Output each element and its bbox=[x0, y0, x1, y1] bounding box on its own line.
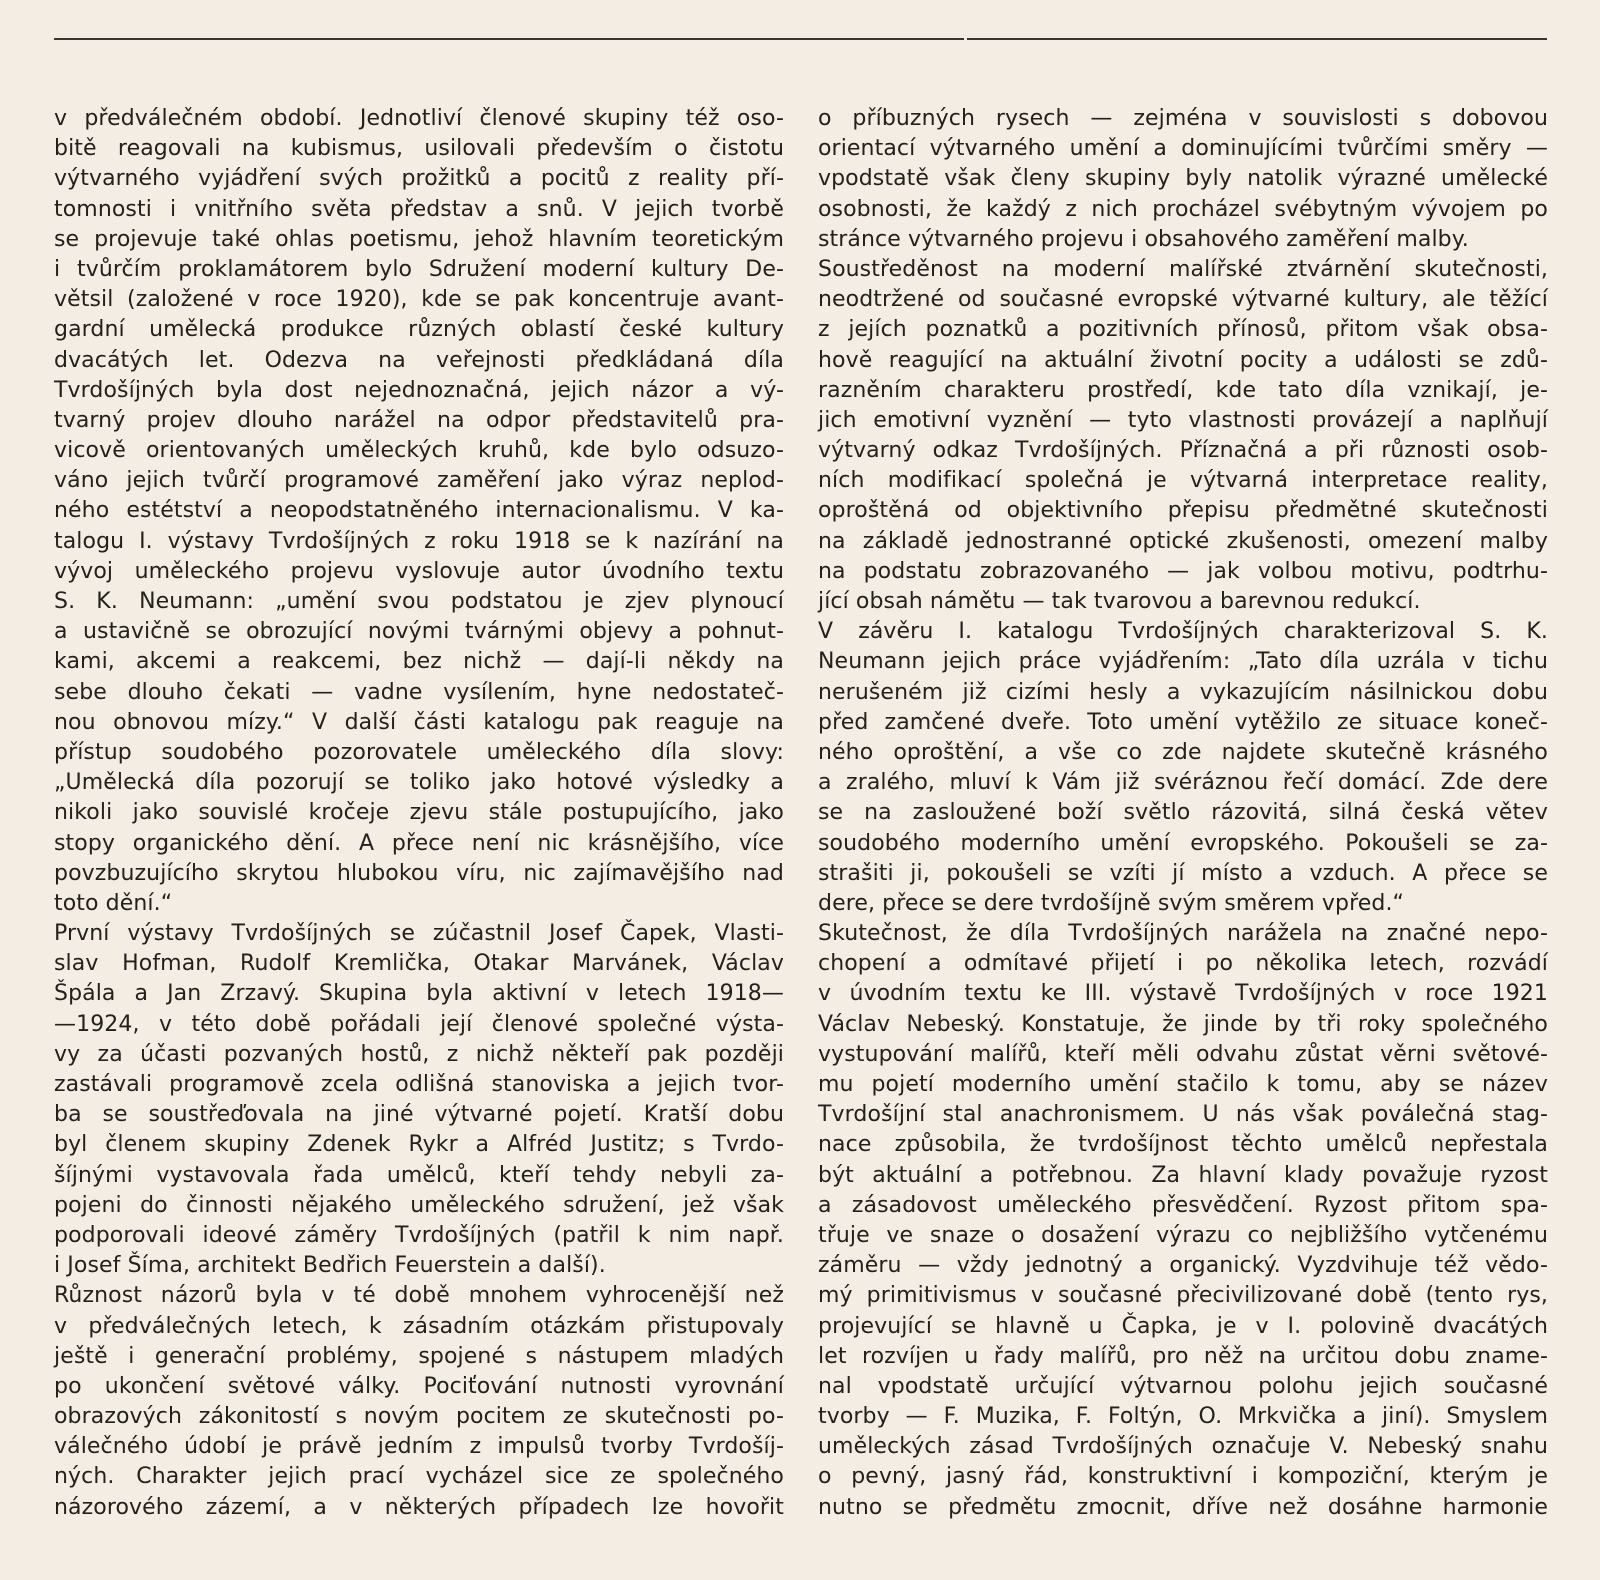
text-line: se na zasloužené boží světlo rázovitá, silná česká větev bbox=[818, 800, 1548, 826]
text-line: Václav Nebeský. Konstatuje, že jinde by tři roky společného bbox=[818, 1011, 1548, 1037]
text-line: v předválečném období. Jednotliví členové skupiny též oso- bbox=[54, 106, 784, 131]
text-line: dere, přece se dere tvrdošíjně svým směrem vpřed.“ bbox=[818, 890, 1405, 916]
text-line: podporovali ideové záměry Tvrdošíjných (patřil k nim např. bbox=[54, 1222, 784, 1248]
text-line: neodtržené od současné evropské výtvarné kultury, ale těžící bbox=[818, 287, 1548, 313]
text-line: výtvarný odkaz Tvrdošíjných. Příznačná a při různosti osob- bbox=[818, 438, 1548, 464]
text-line: osobnosti, že každý z nich procházel svébytným vývojem po bbox=[818, 196, 1548, 222]
text-line: gardní umělecká produkce různých oblastí české kultury bbox=[54, 317, 784, 343]
text-line: třuje ve snaze o dosažení výrazu co nejbližšího vytčenému bbox=[818, 1222, 1548, 1248]
text-line: soudobého moderního umění evropského. Pokoušeli se za- bbox=[818, 830, 1548, 856]
text-line: ného estétství a neopodstatněného internacionalismu. V ka- bbox=[54, 498, 784, 524]
text-line: Různost názorů byla v té době mnohem vyhrocenější než bbox=[54, 1283, 784, 1309]
text-line: mu pojetí moderního umění stačilo k tomu, aby se název bbox=[818, 1072, 1548, 1097]
text-line: o příbuzných rysech — zejména v souvislosti s dobovou bbox=[818, 106, 1548, 131]
text-line: slav Hofman, Rudolf Kremlička, Otakar Marvánek, Václav bbox=[54, 951, 784, 977]
text-line: vpodstatě však členy skupiny byly natolik výrazné umělecké bbox=[818, 166, 1548, 192]
text-line: a zásadovost uměleckého přesvědčení. Ryzost přitom spa- bbox=[818, 1192, 1548, 1218]
text-line: S. K. Neumann: „umění svou podstatou je zjev plynoucí bbox=[54, 589, 784, 614]
text-line: zastávali programově zcela odlišná stanoviska a jejich tvor- bbox=[54, 1072, 784, 1097]
text-line: byl členem skupiny Zdenek Rykr a Alfréd Justitz; s Tvrdo- bbox=[54, 1132, 784, 1158]
text-line: váno jejich tvůrčí programové zaměření jako výraz neplod- bbox=[54, 468, 784, 494]
text-line: —1924, v této době pořádali její členové společné výsta- bbox=[54, 1011, 784, 1037]
text-line: obrazových zákonitostí s novým pocitem ze skutečnosti po- bbox=[54, 1404, 784, 1430]
text-line: tomnosti i vnitřního světa představ a snů. V jejich tvorbě bbox=[54, 196, 784, 222]
text-line: „Umělecká díla pozorují se toliko jako hotové výsledky a bbox=[54, 770, 784, 796]
text-line: názorového zázemí, a v některých případech lze hovořit bbox=[54, 1494, 784, 1520]
text-line: vystupování malířů, kteří měli odvahu zůstat věrni světové- bbox=[818, 1041, 1548, 1067]
text-line: nace způsobila, že tvrdošíjnost těchto umělců nepřestala bbox=[818, 1132, 1548, 1158]
text-line: nikoli jako souvislé kročeje zjevu stále postupujícího, jako bbox=[54, 800, 784, 826]
text-line: vývoj uměleckého projevu vyslovuje autor úvodního textu bbox=[54, 558, 784, 584]
text-line: razněním charakteru prostředí, kde tato díla vznikají, je- bbox=[818, 377, 1548, 403]
text-line: tvorby — F. Muzika, F. Foltýn, O. Mrkvička a jiní). Smyslem bbox=[818, 1404, 1548, 1430]
text-line: na základě jednostranné optické zkušenosti, omezení malby bbox=[818, 528, 1548, 554]
right-text-column bbox=[818, 104, 1548, 1523]
text-line: strašiti ji, pokoušeli se vzíti jí místo a vzduch. A přece se bbox=[818, 860, 1548, 886]
text-line: po ukončení světové války. Pociťování nutnosti vyrovnání bbox=[54, 1373, 784, 1399]
text-line: i Josef Šíma, architekt Bedřich Feuerstein a další). bbox=[54, 1253, 606, 1279]
text-line: toto dění.“ bbox=[54, 890, 173, 916]
text-line: vy za účasti pozvaných hostů, z nichž někteří pak později bbox=[54, 1041, 784, 1067]
text-line: v úvodním textu ke III. výstavě Tvrdošíjných v roce 1921 bbox=[818, 981, 1548, 1007]
text-line: chopení a odmítavé přijetí i po několika letech, rozvádí bbox=[818, 951, 1548, 977]
text-line: i tvůrčím proklamátorem bylo Sdružení moderní kultury De- bbox=[54, 256, 784, 282]
text-line: válečného údobí je právě jedním z impulsů tvorby Tvrdošíj- bbox=[54, 1434, 784, 1460]
text-line: Tvrdošíjní stal anachronismem. U nás však poválečná stag- bbox=[818, 1102, 1548, 1128]
text-line: nal vpodstatě určující výtvarnou polohu jejich současné bbox=[818, 1373, 1548, 1399]
text-line: před zamčené dveře. Toto umění vytěžilo ze situace koneč- bbox=[818, 709, 1548, 735]
text-line: větsil (založené v roce 1920), kde se pak koncentruje avant- bbox=[54, 287, 784, 313]
text-line: ních modifikací společná je výtvarná interpretace reality, bbox=[818, 468, 1548, 494]
text-line: na podstatu zobrazovaného — jak volbou motivu, podtrhu- bbox=[818, 558, 1548, 584]
text-line: záměru — vždy jednotný a organický. Vyzdvihuje též vědo- bbox=[818, 1253, 1548, 1279]
text-line: ného oproštění, a vše co zde najdete skutečně krásného bbox=[818, 739, 1548, 765]
text-line: nerušeném již cizími hesly a vykazujícím násilnickou dobu bbox=[818, 679, 1548, 705]
header-rule-right bbox=[967, 38, 1547, 40]
text-line: hově reagující na aktuální životní pocity a události se zdů- bbox=[818, 347, 1548, 373]
text-line: se projevuje také ohlas poetismu, jehož hlavním teoretickým bbox=[54, 226, 784, 252]
text-line: výtvarného vyjádření svých prožitků a pocitů z reality pří- bbox=[54, 166, 784, 192]
text-line: projevující se hlavně u Čapka, je v I. polovině dvacátých bbox=[818, 1313, 1548, 1339]
text-line: a ustavičně se obrozující novými tvárnými objevy a pohnut- bbox=[54, 619, 784, 645]
text-line: V závěru I. katalogu Tvrdošíjných charakterizoval S. K. bbox=[818, 619, 1548, 645]
text-line: stránce výtvarného projevu i obsahového zaměření malby. bbox=[818, 226, 1469, 252]
text-line: povzbuzujícího skrytou hlubokou víru, nic zajímavějšího nad bbox=[54, 860, 784, 886]
text-line: přístup soudobého pozorovatele uměleckého díla slovy: bbox=[54, 739, 784, 765]
text-line: dvacátých let. Odezva na veřejnosti předkládaná díla bbox=[54, 347, 784, 373]
text-line: let rozvíjen u řady malířů, pro něž na určitou dobu zname- bbox=[818, 1343, 1548, 1369]
text-line: jich emotivní vyznění — tyto vlastnosti provázejí a naplňují bbox=[818, 407, 1548, 433]
text-line: být aktuální a potřebnou. Za hlavní klady považuje ryzost bbox=[818, 1162, 1548, 1188]
header-rule-left bbox=[54, 38, 964, 40]
text-line: uměleckých zásad Tvrdošíjných označuje V. Nebeský snahu bbox=[818, 1434, 1548, 1460]
text-line: nutno se předmětu zmocnit, dříve než dosáhne harmonie bbox=[818, 1494, 1548, 1520]
text-line: Tvrdošíjných byla dost nejednoznačná, jejich názor a vý- bbox=[54, 377, 784, 403]
text-line: talogu I. výstavy Tvrdošíjných z roku 1918 se k nazírání na bbox=[54, 528, 784, 554]
text-line: mý primitivismus v současné přecivilizované době (tento rys, bbox=[818, 1283, 1548, 1309]
left-text-column bbox=[54, 104, 784, 1523]
text-line: orientací výtvarného umění a dominujícími tvůrčími směry — bbox=[818, 136, 1548, 162]
text-line: ných. Charakter jejich prací vycházel sice ze společného bbox=[54, 1464, 784, 1490]
text-line: vicově orientovaných uměleckých kruhů, kde bylo odsuzo- bbox=[54, 438, 784, 464]
text-line: jící obsah námětu — tak tvarovou a barevnou redukcí. bbox=[818, 589, 1421, 614]
text-line: o pevný, jasný řád, konstruktivní i kompoziční, kterým je bbox=[818, 1464, 1548, 1490]
text-line: Soustředěnost na moderní malířské ztvárnění skutečnosti, bbox=[818, 256, 1548, 282]
text-line: a zralého, mluví k Vám již svéráznou řečí domácí. Zde dere bbox=[818, 770, 1548, 796]
text-line: oproštěná od objektivního přepisu předmětné skutečnosti bbox=[818, 498, 1548, 524]
text-line: v předválečných letech, k zásadním otázkám přistupovaly bbox=[54, 1313, 784, 1339]
text-line: kami, akcemi a reakcemi, bez nichž — dají-li někdy na bbox=[54, 649, 784, 675]
text-line: ba se soustřeďovala na jiné výtvarné pojetí. Kratší dobu bbox=[54, 1102, 784, 1128]
text-line: stopy organického dění. A přece není nic krásnějšího, více bbox=[54, 830, 784, 856]
text-line: První výstavy Tvrdošíjných se zúčastnil Josef Čapek, Vlasti- bbox=[54, 921, 784, 947]
text-line: Špála a Jan Zrzavý. Skupina byla aktivní v letech 1918— bbox=[54, 981, 784, 1007]
text-line: bitě reagovali na kubismus, usilovali především o čistotu bbox=[54, 136, 784, 162]
text-line: Skutečnost, že díla Tvrdošíjných narážela na značné nepo- bbox=[818, 921, 1548, 947]
text-line: šíjnými vystavovala řada umělců, kteří tehdy nebyli za- bbox=[54, 1162, 784, 1188]
text-line: pojeni do činnosti nějakého uměleckého sdružení, jež však bbox=[54, 1192, 784, 1218]
text-line: ještě i generační problémy, spojené s nástupem mladých bbox=[54, 1343, 784, 1369]
text-line: z jejích poznatků a pozitivních přínosů, přitom však obsa- bbox=[818, 317, 1548, 343]
text-line: Neumann jejich práce vyjádřením: „Tato díla uzrála v tichu bbox=[818, 649, 1548, 675]
text-line: tvarný projev dlouho narážel na odpor představitelů pra- bbox=[54, 407, 784, 433]
text-line: sebe dlouho čekati — vadne vysílením, hyne nedostateč- bbox=[54, 679, 784, 705]
text-line: nou obnovou mízy.“ V další části katalogu pak reaguje na bbox=[54, 709, 784, 735]
